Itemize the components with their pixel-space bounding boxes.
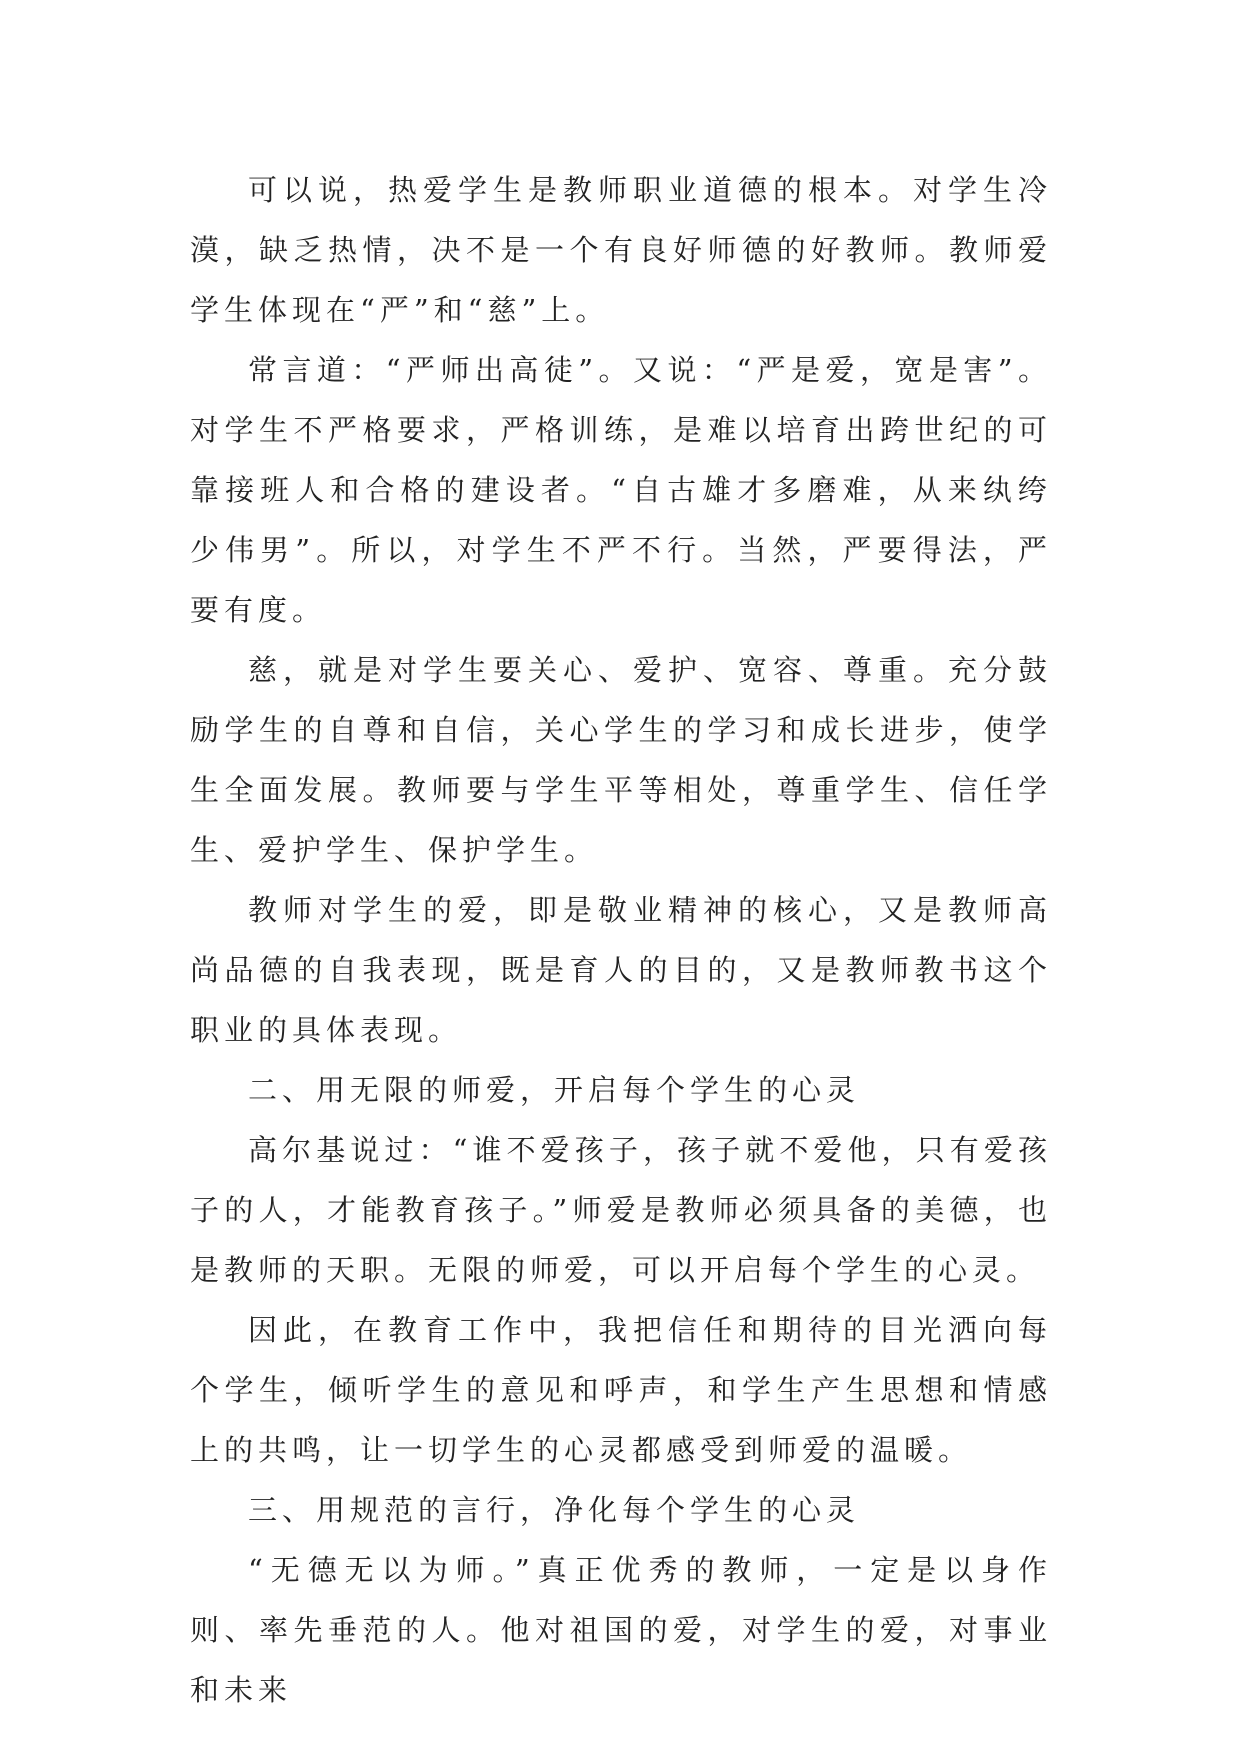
section-heading-2: 二、用无限的师爱，开启每个学生的心灵 <box>248 1073 861 1107</box>
paragraph-virtue-example: “无德无以为师。”真正优秀的教师，一定是以身作则、率先垂范的人。他对祖国的爱，对学生的爱，对事业和未来 <box>190 1553 1052 1707</box>
section-heading-3: 三、用规范的言行，净化每个学生的心灵 <box>248 1493 861 1527</box>
paragraph-teacher-love-core: 教师对学生的爱，即是敬业精神的核心，又是教师高尚品德的自我表现，既是育人的目的，又是教师教书这个职业的具体表现。 <box>190 893 1052 1047</box>
document-body <box>190 160 1052 1720</box>
paragraph-strictness: 常言道：“严师出高徒”。又说：“严是爱，宽是害”。对学生不严格要求，严格训练，是难以培育出跨世纪的可靠接班人和合格的建设者。“自古雄才多磨难，从来纨绔少伟男”。所以，对学生不严不行。当然，严要得法，严要有度。 <box>190 353 1052 627</box>
paragraph-gorky-quote: 高尔基说过：“谁不爱孩子，孩子就不爱他，只有爱孩子的人，才能教育孩子。”师爱是教师必须具备的美德，也是教师的天职。无限的师爱，可以开启每个学生的心灵。 <box>190 1133 1052 1287</box>
paragraph-kindness: 慈，就是对学生要关心、爱护、宽容、尊重。充分鼓励学生的自尊和自信，关心学生的学习和成长进步，使学生全面发展。教师要与学生平等相处，尊重学生、信任学生、爱护学生、保护学生。 <box>190 653 1052 867</box>
paragraph-love-students-root: 可以说，热爱学生是教师职业道德的根本。对学生冷漠，缺乏热情，决不是一个有良好师德的好教师。教师爱学生体现在“严”和“慈”上。 <box>190 173 1052 327</box>
paragraph-trust-expectation: 因此，在教育工作中，我把信任和期待的目光洒向每个学生，倾听学生的意见和呼声，和学生产生思想和情感上的共鸣，让一切学生的心灵都感受到师爱的温暖。 <box>190 1313 1052 1467</box>
